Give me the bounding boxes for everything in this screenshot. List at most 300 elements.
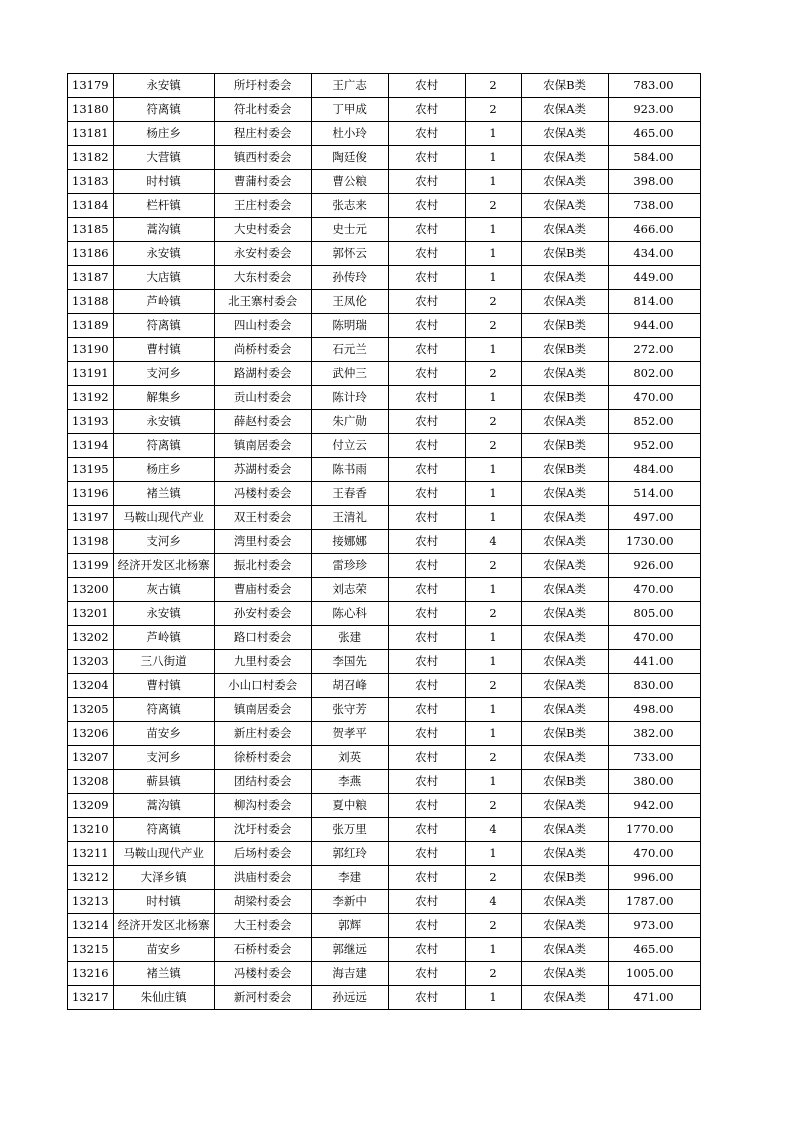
cell-town: 杨庄乡 <box>113 458 214 482</box>
cell-record-id: 13184 <box>68 194 114 218</box>
table-row <box>68 770 701 794</box>
cell-town: 大泽乡镇 <box>113 866 214 890</box>
cell-amount: 380.00 <box>608 770 700 794</box>
cell-household-size: 1 <box>465 146 521 170</box>
cell-amount: 466.00 <box>608 218 700 242</box>
cell-record-id: 13195 <box>68 458 114 482</box>
cell-area-type: 农村 <box>388 914 465 938</box>
cell-town: 支河乡 <box>113 746 214 770</box>
cell-area-type: 农村 <box>388 962 465 986</box>
table-row <box>68 146 701 170</box>
cell-village-committee: 柳沟村委会 <box>214 794 311 818</box>
cell-record-id: 13181 <box>68 122 114 146</box>
cell-person-name: 贺孝平 <box>311 722 388 746</box>
cell-village-committee: 曹蒲村委会 <box>214 170 311 194</box>
table-row <box>68 962 701 986</box>
cell-record-id: 13216 <box>68 962 114 986</box>
cell-village-committee: 孙安村委会 <box>214 602 311 626</box>
cell-area-type: 农村 <box>388 866 465 890</box>
cell-amount: 1730.00 <box>608 530 700 554</box>
cell-household-size: 2 <box>465 962 521 986</box>
cell-area-type: 农村 <box>388 986 465 1010</box>
cell-town: 芦岭镇 <box>113 290 214 314</box>
cell-person-name: 张守芳 <box>311 698 388 722</box>
cell-record-id: 13196 <box>68 482 114 506</box>
cell-insurance-type: 农保A类 <box>521 122 608 146</box>
cell-amount: 852.00 <box>608 410 700 434</box>
cell-household-size: 2 <box>465 194 521 218</box>
cell-insurance-type: 农保A类 <box>521 602 608 626</box>
cell-area-type: 农村 <box>388 122 465 146</box>
cell-town: 符离镇 <box>113 434 214 458</box>
cell-record-id: 13211 <box>68 842 114 866</box>
cell-village-committee: 新庄村委会 <box>214 722 311 746</box>
cell-amount: 470.00 <box>608 626 700 650</box>
cell-person-name: 王广志 <box>311 74 388 98</box>
cell-amount: 814.00 <box>608 290 700 314</box>
cell-area-type: 农村 <box>388 434 465 458</box>
cell-amount: 449.00 <box>608 266 700 290</box>
cell-person-name: 张建 <box>311 626 388 650</box>
cell-area-type: 农村 <box>388 554 465 578</box>
cell-town: 符离镇 <box>113 698 214 722</box>
cell-record-id: 13192 <box>68 386 114 410</box>
cell-person-name: 丁甲成 <box>311 98 388 122</box>
table-row <box>68 266 701 290</box>
cell-town: 灰古镇 <box>113 578 214 602</box>
cell-record-id: 13180 <box>68 98 114 122</box>
cell-person-name: 李新中 <box>311 890 388 914</box>
cell-person-name: 曹公粮 <box>311 170 388 194</box>
cell-village-committee: 尚桥村委会 <box>214 338 311 362</box>
cell-amount: 783.00 <box>608 74 700 98</box>
cell-person-name: 史士元 <box>311 218 388 242</box>
cell-person-name: 夏中粮 <box>311 794 388 818</box>
cell-household-size: 2 <box>465 410 521 434</box>
cell-record-id: 13203 <box>68 650 114 674</box>
cell-amount: 584.00 <box>608 146 700 170</box>
cell-amount: 805.00 <box>608 602 700 626</box>
cell-household-size: 1 <box>465 482 521 506</box>
cell-amount: 952.00 <box>608 434 700 458</box>
cell-village-committee: 大王村委会 <box>214 914 311 938</box>
cell-area-type: 农村 <box>388 290 465 314</box>
cell-insurance-type: 农保A类 <box>521 554 608 578</box>
cell-household-size: 1 <box>465 170 521 194</box>
cell-town: 大店镇 <box>113 266 214 290</box>
cell-insurance-type: 农保A类 <box>521 674 608 698</box>
cell-village-committee: 王庄村委会 <box>214 194 311 218</box>
cell-person-name: 李燕 <box>311 770 388 794</box>
cell-insurance-type: 农保B类 <box>521 458 608 482</box>
cell-record-id: 13205 <box>68 698 114 722</box>
cell-amount: 830.00 <box>608 674 700 698</box>
cell-insurance-type: 农保B类 <box>521 770 608 794</box>
cell-record-id: 13204 <box>68 674 114 698</box>
cell-town: 时村镇 <box>113 170 214 194</box>
cell-record-id: 13191 <box>68 362 114 386</box>
cell-insurance-type: 农保B类 <box>521 434 608 458</box>
cell-amount: 996.00 <box>608 866 700 890</box>
cell-record-id: 13209 <box>68 794 114 818</box>
cell-area-type: 农村 <box>388 194 465 218</box>
cell-person-name: 陈心科 <box>311 602 388 626</box>
cell-area-type: 农村 <box>388 218 465 242</box>
cell-insurance-type: 农保A类 <box>521 530 608 554</box>
cell-village-committee: 镇南居委会 <box>214 698 311 722</box>
cell-insurance-type: 农保A类 <box>521 626 608 650</box>
table-row <box>68 482 701 506</box>
cell-village-committee: 徐桥村委会 <box>214 746 311 770</box>
table-row <box>68 314 701 338</box>
cell-town: 符离镇 <box>113 98 214 122</box>
cell-village-committee: 永安村委会 <box>214 242 311 266</box>
cell-town: 三八街道 <box>113 650 214 674</box>
cell-household-size: 1 <box>465 698 521 722</box>
cell-village-committee: 苏湖村委会 <box>214 458 311 482</box>
cell-town: 芦岭镇 <box>113 626 214 650</box>
cell-amount: 973.00 <box>608 914 700 938</box>
cell-household-size: 1 <box>465 266 521 290</box>
cell-record-id: 13202 <box>68 626 114 650</box>
cell-village-committee: 新河村委会 <box>214 986 311 1010</box>
cell-amount: 738.00 <box>608 194 700 218</box>
cell-amount: 926.00 <box>608 554 700 578</box>
cell-amount: 470.00 <box>608 386 700 410</box>
table-row <box>68 794 701 818</box>
cell-person-name: 孙传玲 <box>311 266 388 290</box>
table-row <box>68 866 701 890</box>
table-row <box>68 458 701 482</box>
cell-village-committee: 所圩村委会 <box>214 74 311 98</box>
table-row <box>68 578 701 602</box>
cell-village-committee: 北王寨村委会 <box>214 290 311 314</box>
cell-household-size: 2 <box>465 602 521 626</box>
cell-amount: 465.00 <box>608 938 700 962</box>
cell-person-name: 孙远远 <box>311 986 388 1010</box>
cell-amount: 470.00 <box>608 842 700 866</box>
cell-town: 符离镇 <box>113 818 214 842</box>
cell-person-name: 郭继远 <box>311 938 388 962</box>
cell-record-id: 13193 <box>68 410 114 434</box>
cell-area-type: 农村 <box>388 842 465 866</box>
cell-area-type: 农村 <box>388 98 465 122</box>
cell-record-id: 13214 <box>68 914 114 938</box>
cell-insurance-type: 农保A类 <box>521 842 608 866</box>
cell-area-type: 农村 <box>388 242 465 266</box>
table-row <box>68 386 701 410</box>
cell-household-size: 1 <box>465 626 521 650</box>
cell-village-committee: 符北村委会 <box>214 98 311 122</box>
cell-town: 栏杆镇 <box>113 194 214 218</box>
cell-area-type: 农村 <box>388 362 465 386</box>
cell-person-name: 石元兰 <box>311 338 388 362</box>
cell-insurance-type: 农保A类 <box>521 506 608 530</box>
cell-person-name: 张万里 <box>311 818 388 842</box>
cell-area-type: 农村 <box>388 674 465 698</box>
cell-record-id: 13197 <box>68 506 114 530</box>
cell-insurance-type: 农保B类 <box>521 386 608 410</box>
cell-insurance-type: 农保A类 <box>521 194 608 218</box>
cell-area-type: 农村 <box>388 602 465 626</box>
cell-household-size: 1 <box>465 938 521 962</box>
cell-insurance-type: 农保B类 <box>521 242 608 266</box>
cell-household-size: 2 <box>465 866 521 890</box>
cell-record-id: 13187 <box>68 266 114 290</box>
cell-area-type: 农村 <box>388 314 465 338</box>
cell-record-id: 13188 <box>68 290 114 314</box>
cell-person-name: 张志来 <box>311 194 388 218</box>
cell-record-id: 13210 <box>68 818 114 842</box>
cell-household-size: 2 <box>465 98 521 122</box>
cell-insurance-type: 农保B类 <box>521 722 608 746</box>
cell-person-name: 李国先 <box>311 650 388 674</box>
cell-person-name: 武仲三 <box>311 362 388 386</box>
cell-town: 永安镇 <box>113 602 214 626</box>
cell-record-id: 13200 <box>68 578 114 602</box>
cell-area-type: 农村 <box>388 170 465 194</box>
cell-area-type: 农村 <box>388 266 465 290</box>
cell-record-id: 13207 <box>68 746 114 770</box>
cell-town: 褚兰镇 <box>113 962 214 986</box>
table-row <box>68 842 701 866</box>
table-row <box>68 938 701 962</box>
cell-household-size: 1 <box>465 218 521 242</box>
cell-person-name: 王清礼 <box>311 506 388 530</box>
table-row <box>68 746 701 770</box>
cell-town: 曹村镇 <box>113 338 214 362</box>
cell-town: 蒿沟镇 <box>113 794 214 818</box>
cell-insurance-type: 农保A类 <box>521 794 608 818</box>
cell-amount: 434.00 <box>608 242 700 266</box>
cell-person-name: 郭怀云 <box>311 242 388 266</box>
cell-area-type: 农村 <box>388 722 465 746</box>
cell-person-name: 胡召峰 <box>311 674 388 698</box>
records-table-body <box>68 74 701 1010</box>
table-row <box>68 698 701 722</box>
cell-town: 马鞍山现代产业 <box>113 506 214 530</box>
cell-village-committee: 路湖村委会 <box>214 362 311 386</box>
cell-area-type: 农村 <box>388 938 465 962</box>
cell-amount: 465.00 <box>608 122 700 146</box>
cell-insurance-type: 农保A类 <box>521 746 608 770</box>
cell-amount: 398.00 <box>608 170 700 194</box>
cell-person-name: 陈计玲 <box>311 386 388 410</box>
cell-household-size: 2 <box>465 674 521 698</box>
cell-area-type: 农村 <box>388 410 465 434</box>
cell-town: 经济开发区北杨寨 <box>113 914 214 938</box>
cell-town: 大营镇 <box>113 146 214 170</box>
cell-insurance-type: 农保A类 <box>521 914 608 938</box>
cell-insurance-type: 农保A类 <box>521 650 608 674</box>
cell-record-id: 13206 <box>68 722 114 746</box>
cell-village-committee: 大东村委会 <box>214 266 311 290</box>
cell-insurance-type: 农保A类 <box>521 698 608 722</box>
cell-area-type: 农村 <box>388 698 465 722</box>
cell-person-name: 陶廷俊 <box>311 146 388 170</box>
cell-town: 朱仙庄镇 <box>113 986 214 1010</box>
cell-village-committee: 沈圩村委会 <box>214 818 311 842</box>
table-row <box>68 218 701 242</box>
cell-village-committee: 团结村委会 <box>214 770 311 794</box>
cell-village-committee: 石桥村委会 <box>214 938 311 962</box>
cell-village-committee: 双王村委会 <box>214 506 311 530</box>
cell-person-name: 接娜娜 <box>311 530 388 554</box>
table-row <box>68 626 701 650</box>
table-row <box>68 530 701 554</box>
cell-record-id: 13182 <box>68 146 114 170</box>
cell-village-committee: 曹庙村委会 <box>214 578 311 602</box>
cell-area-type: 农村 <box>388 482 465 506</box>
records-table <box>67 73 701 1010</box>
cell-person-name: 朱广勋 <box>311 410 388 434</box>
cell-person-name: 杜小玲 <box>311 122 388 146</box>
cell-household-size: 2 <box>465 794 521 818</box>
table-row <box>68 890 701 914</box>
cell-person-name: 王春香 <box>311 482 388 506</box>
cell-household-size: 1 <box>465 578 521 602</box>
cell-household-size: 1 <box>465 506 521 530</box>
cell-town: 永安镇 <box>113 242 214 266</box>
cell-amount: 441.00 <box>608 650 700 674</box>
table-row <box>68 362 701 386</box>
cell-person-name: 郭辉 <box>311 914 388 938</box>
table-row <box>68 506 701 530</box>
cell-amount: 272.00 <box>608 338 700 362</box>
table-row <box>68 602 701 626</box>
cell-insurance-type: 农保B类 <box>521 74 608 98</box>
cell-town: 蒿沟镇 <box>113 218 214 242</box>
cell-village-committee: 后场村委会 <box>214 842 311 866</box>
cell-amount: 497.00 <box>608 506 700 530</box>
cell-village-committee: 湾里村委会 <box>214 530 311 554</box>
cell-town: 蕲县镇 <box>113 770 214 794</box>
cell-household-size: 2 <box>465 314 521 338</box>
cell-area-type: 农村 <box>388 458 465 482</box>
cell-area-type: 农村 <box>388 650 465 674</box>
cell-person-name: 李建 <box>311 866 388 890</box>
table-row <box>68 674 701 698</box>
cell-person-name: 郭红玲 <box>311 842 388 866</box>
cell-insurance-type: 农保B类 <box>521 338 608 362</box>
cell-area-type: 农村 <box>388 386 465 410</box>
cell-town: 支河乡 <box>113 362 214 386</box>
cell-village-committee: 大史村委会 <box>214 218 311 242</box>
cell-record-id: 13198 <box>68 530 114 554</box>
cell-insurance-type: 农保A类 <box>521 410 608 434</box>
cell-amount: 802.00 <box>608 362 700 386</box>
cell-household-size: 1 <box>465 650 521 674</box>
table-row <box>68 290 701 314</box>
cell-village-committee: 冯楼村委会 <box>214 962 311 986</box>
cell-village-committee: 贡山村委会 <box>214 386 311 410</box>
cell-person-name: 王凤伦 <box>311 290 388 314</box>
cell-record-id: 13183 <box>68 170 114 194</box>
table-row <box>68 242 701 266</box>
cell-insurance-type: 农保A类 <box>521 890 608 914</box>
cell-household-size: 4 <box>465 818 521 842</box>
cell-household-size: 1 <box>465 770 521 794</box>
cell-household-size: 1 <box>465 986 521 1010</box>
cell-village-committee: 路口村委会 <box>214 626 311 650</box>
cell-town: 杨庄乡 <box>113 122 214 146</box>
cell-record-id: 13215 <box>68 938 114 962</box>
cell-insurance-type: 农保A类 <box>521 986 608 1010</box>
cell-record-id: 13201 <box>68 602 114 626</box>
cell-amount: 470.00 <box>608 578 700 602</box>
cell-town: 苗安乡 <box>113 938 214 962</box>
cell-village-committee: 洪庙村委会 <box>214 866 311 890</box>
cell-household-size: 4 <box>465 530 521 554</box>
cell-insurance-type: 农保A类 <box>521 266 608 290</box>
cell-person-name: 陈书雨 <box>311 458 388 482</box>
cell-area-type: 农村 <box>388 578 465 602</box>
table-row <box>68 818 701 842</box>
cell-village-committee: 镇南居委会 <box>214 434 311 458</box>
cell-village-committee: 程庄村委会 <box>214 122 311 146</box>
cell-village-committee: 小山口村委会 <box>214 674 311 698</box>
cell-insurance-type: 农保A类 <box>521 818 608 842</box>
table-row <box>68 434 701 458</box>
cell-insurance-type: 农保B类 <box>521 314 608 338</box>
cell-amount: 1770.00 <box>608 818 700 842</box>
table-row <box>68 74 701 98</box>
cell-insurance-type: 农保A类 <box>521 146 608 170</box>
cell-insurance-type: 农保A类 <box>521 98 608 122</box>
cell-household-size: 2 <box>465 434 521 458</box>
cell-village-committee: 镇西村委会 <box>214 146 311 170</box>
cell-village-committee: 薛赵村委会 <box>214 410 311 434</box>
cell-town: 经济开发区北杨寨 <box>113 554 214 578</box>
cell-amount: 733.00 <box>608 746 700 770</box>
cell-person-name: 海吉建 <box>311 962 388 986</box>
cell-household-size: 1 <box>465 458 521 482</box>
table-row <box>68 170 701 194</box>
table-row <box>68 122 701 146</box>
cell-record-id: 13194 <box>68 434 114 458</box>
table-row <box>68 554 701 578</box>
cell-insurance-type: 农保A类 <box>521 170 608 194</box>
cell-area-type: 农村 <box>388 746 465 770</box>
cell-village-committee: 振北村委会 <box>214 554 311 578</box>
cell-insurance-type: 农保A类 <box>521 362 608 386</box>
cell-town: 褚兰镇 <box>113 482 214 506</box>
cell-town: 曹村镇 <box>113 674 214 698</box>
cell-town: 永安镇 <box>113 74 214 98</box>
cell-insurance-type: 农保A类 <box>521 482 608 506</box>
cell-town: 解集乡 <box>113 386 214 410</box>
cell-record-id: 13208 <box>68 770 114 794</box>
cell-amount: 514.00 <box>608 482 700 506</box>
cell-record-id: 13213 <box>68 890 114 914</box>
cell-household-size: 1 <box>465 242 521 266</box>
cell-household-size: 2 <box>465 290 521 314</box>
cell-record-id: 13185 <box>68 218 114 242</box>
cell-record-id: 13186 <box>68 242 114 266</box>
cell-record-id: 13199 <box>68 554 114 578</box>
table-row <box>68 914 701 938</box>
cell-town: 支河乡 <box>113 530 214 554</box>
cell-area-type: 农村 <box>388 506 465 530</box>
cell-town: 符离镇 <box>113 314 214 338</box>
cell-record-id: 13179 <box>68 74 114 98</box>
cell-insurance-type: 农保A类 <box>521 578 608 602</box>
cell-area-type: 农村 <box>388 770 465 794</box>
cell-person-name: 陈明瑞 <box>311 314 388 338</box>
table-row <box>68 410 701 434</box>
table-row <box>68 98 701 122</box>
cell-town: 苗安乡 <box>113 722 214 746</box>
